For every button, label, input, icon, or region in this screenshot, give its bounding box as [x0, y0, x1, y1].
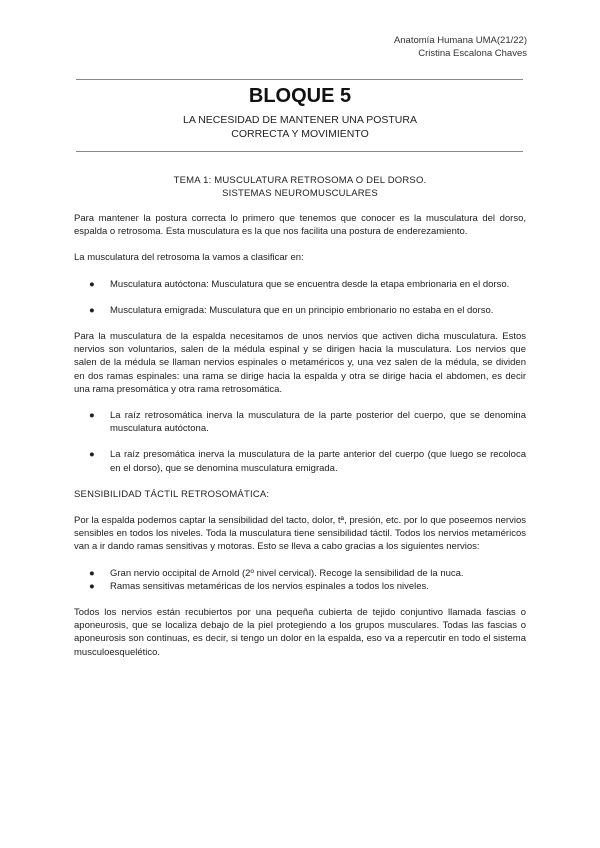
paragraph-nerves: Para la musculatura de la espalda necesitamos de unos nervios que activen dicha musculatura. Estos nervios son voluntarios, salen de la médula espinal y se dirigen hacia la musculatura. Los nervios que salen de la médula se llaman nervios espinales o metaméricos y, una vez salen de la médula, se dividen en dos ramas espinales: una rama se dirige hacia la espalda y otra se dirige hacia el abdomen, es decir una rama presomática y otra rama retrosomática. [74, 331, 526, 395]
subtitle-line-2: CORRECTA Y MOVIMIENTO [231, 128, 369, 140]
topic-line-2: SISTEMAS NEUROMUSCULARES [222, 188, 378, 199]
page-subtitle [0, 113, 600, 141]
list-roots [74, 409, 526, 475]
page-header [394, 34, 527, 60]
list-item-text: La raíz presomática inerva la musculatura de la parte anterior del cuerpo (que luego se recoloca en el dorso), que se denomina musculatura emigrada. [110, 449, 526, 474]
bullet-icon: ● [89, 449, 95, 461]
section-heading: SENSIBILIDAD TÁCTIL RETROSOMÁTICA: [74, 488, 270, 500]
bullet-icon: ● [89, 580, 95, 592]
list-item-text: Ramas sensitivas metaméricas de los nervios espinales a todos los niveles. [110, 580, 429, 592]
list-item [74, 580, 526, 593]
list-item-text: Musculatura emigrada: Musculatura que en un principio embrionario no estaba en el dorso. [110, 304, 494, 316]
list-item [74, 409, 526, 435]
paragraph-classification: La musculatura del retrosoma la vamos a clasificar en: [74, 252, 304, 264]
list-item-text: Gran nervio occipital de Arnold (2º nivel cervical). Recoge la sensibilidad de la nuca. [110, 567, 464, 579]
topic-heading [0, 174, 600, 200]
header-course: Anatomía Humana UMA(21/22) [393, 35, 527, 46]
bottom-divider [76, 151, 523, 152]
bullet-icon: ● [89, 410, 95, 422]
topic-line-1: TEMA 1: MUSCULATURA RETROSOMA O DEL DORSO. [173, 175, 427, 186]
list-item-text: Musculatura autóctona: Musculatura que se encuentra desde la etapa embrionaria en el dorso. [110, 278, 510, 290]
list-item [74, 304, 526, 317]
paragraph-intro: Para mantener la postura correcta lo primero que tenemos que conocer es la musculatura del dorso, espalda o retrosoma. Esta musculatura es la que nos facilita una postura de enderezamiento. [74, 213, 526, 238]
list-sensitive-nerves [74, 567, 526, 593]
subtitle-line-1: LA NECESIDAD DE MANTENER UNA POSTURA [183, 114, 417, 126]
document-body [74, 212, 526, 672]
list-item-text: La raíz retrosomática inerva la musculatura de la parte posterior del cuerpo, que se denomina musculatura autóctona. [110, 410, 526, 435]
page-title: BLOQUE 5 [248, 85, 352, 107]
list-item [74, 448, 526, 474]
bullet-icon: ● [89, 567, 95, 579]
list-item [74, 278, 526, 291]
list-item [74, 567, 526, 580]
paragraph-sensitivity: Por la espalda podemos captar la sensibilidad del tacto, dolor, tª, presión, etc. por lo que poseemos nervios sensibles en todos los niveles. Toda la musculatura tiene sensibilidad táctil. Todos los nervios metaméricos van a ir dando ramas sensitivas y motoras. Esto se lleva a cabo gracias a los siguientes nervios: [74, 515, 526, 553]
bullet-icon: ● [89, 304, 95, 316]
bullet-icon: ● [89, 278, 95, 290]
list-musculature-types [74, 278, 526, 317]
top-divider [76, 79, 523, 80]
paragraph-fascias: Todos los nervios están recubiertos por una pequeña cubierta de tejido conjuntivo llamada fascias o aponeurosis, que se localiza debajo de la piel protegiendo a los grupos musculares. Todas las fascias o aponeurosis son continuas, es decir, si tengo un dolor en la espalda, eso va a repercutir en todo el sistema musculoesquelético. [74, 607, 526, 658]
header-author: Cristina Escalona Chaves [418, 48, 527, 59]
